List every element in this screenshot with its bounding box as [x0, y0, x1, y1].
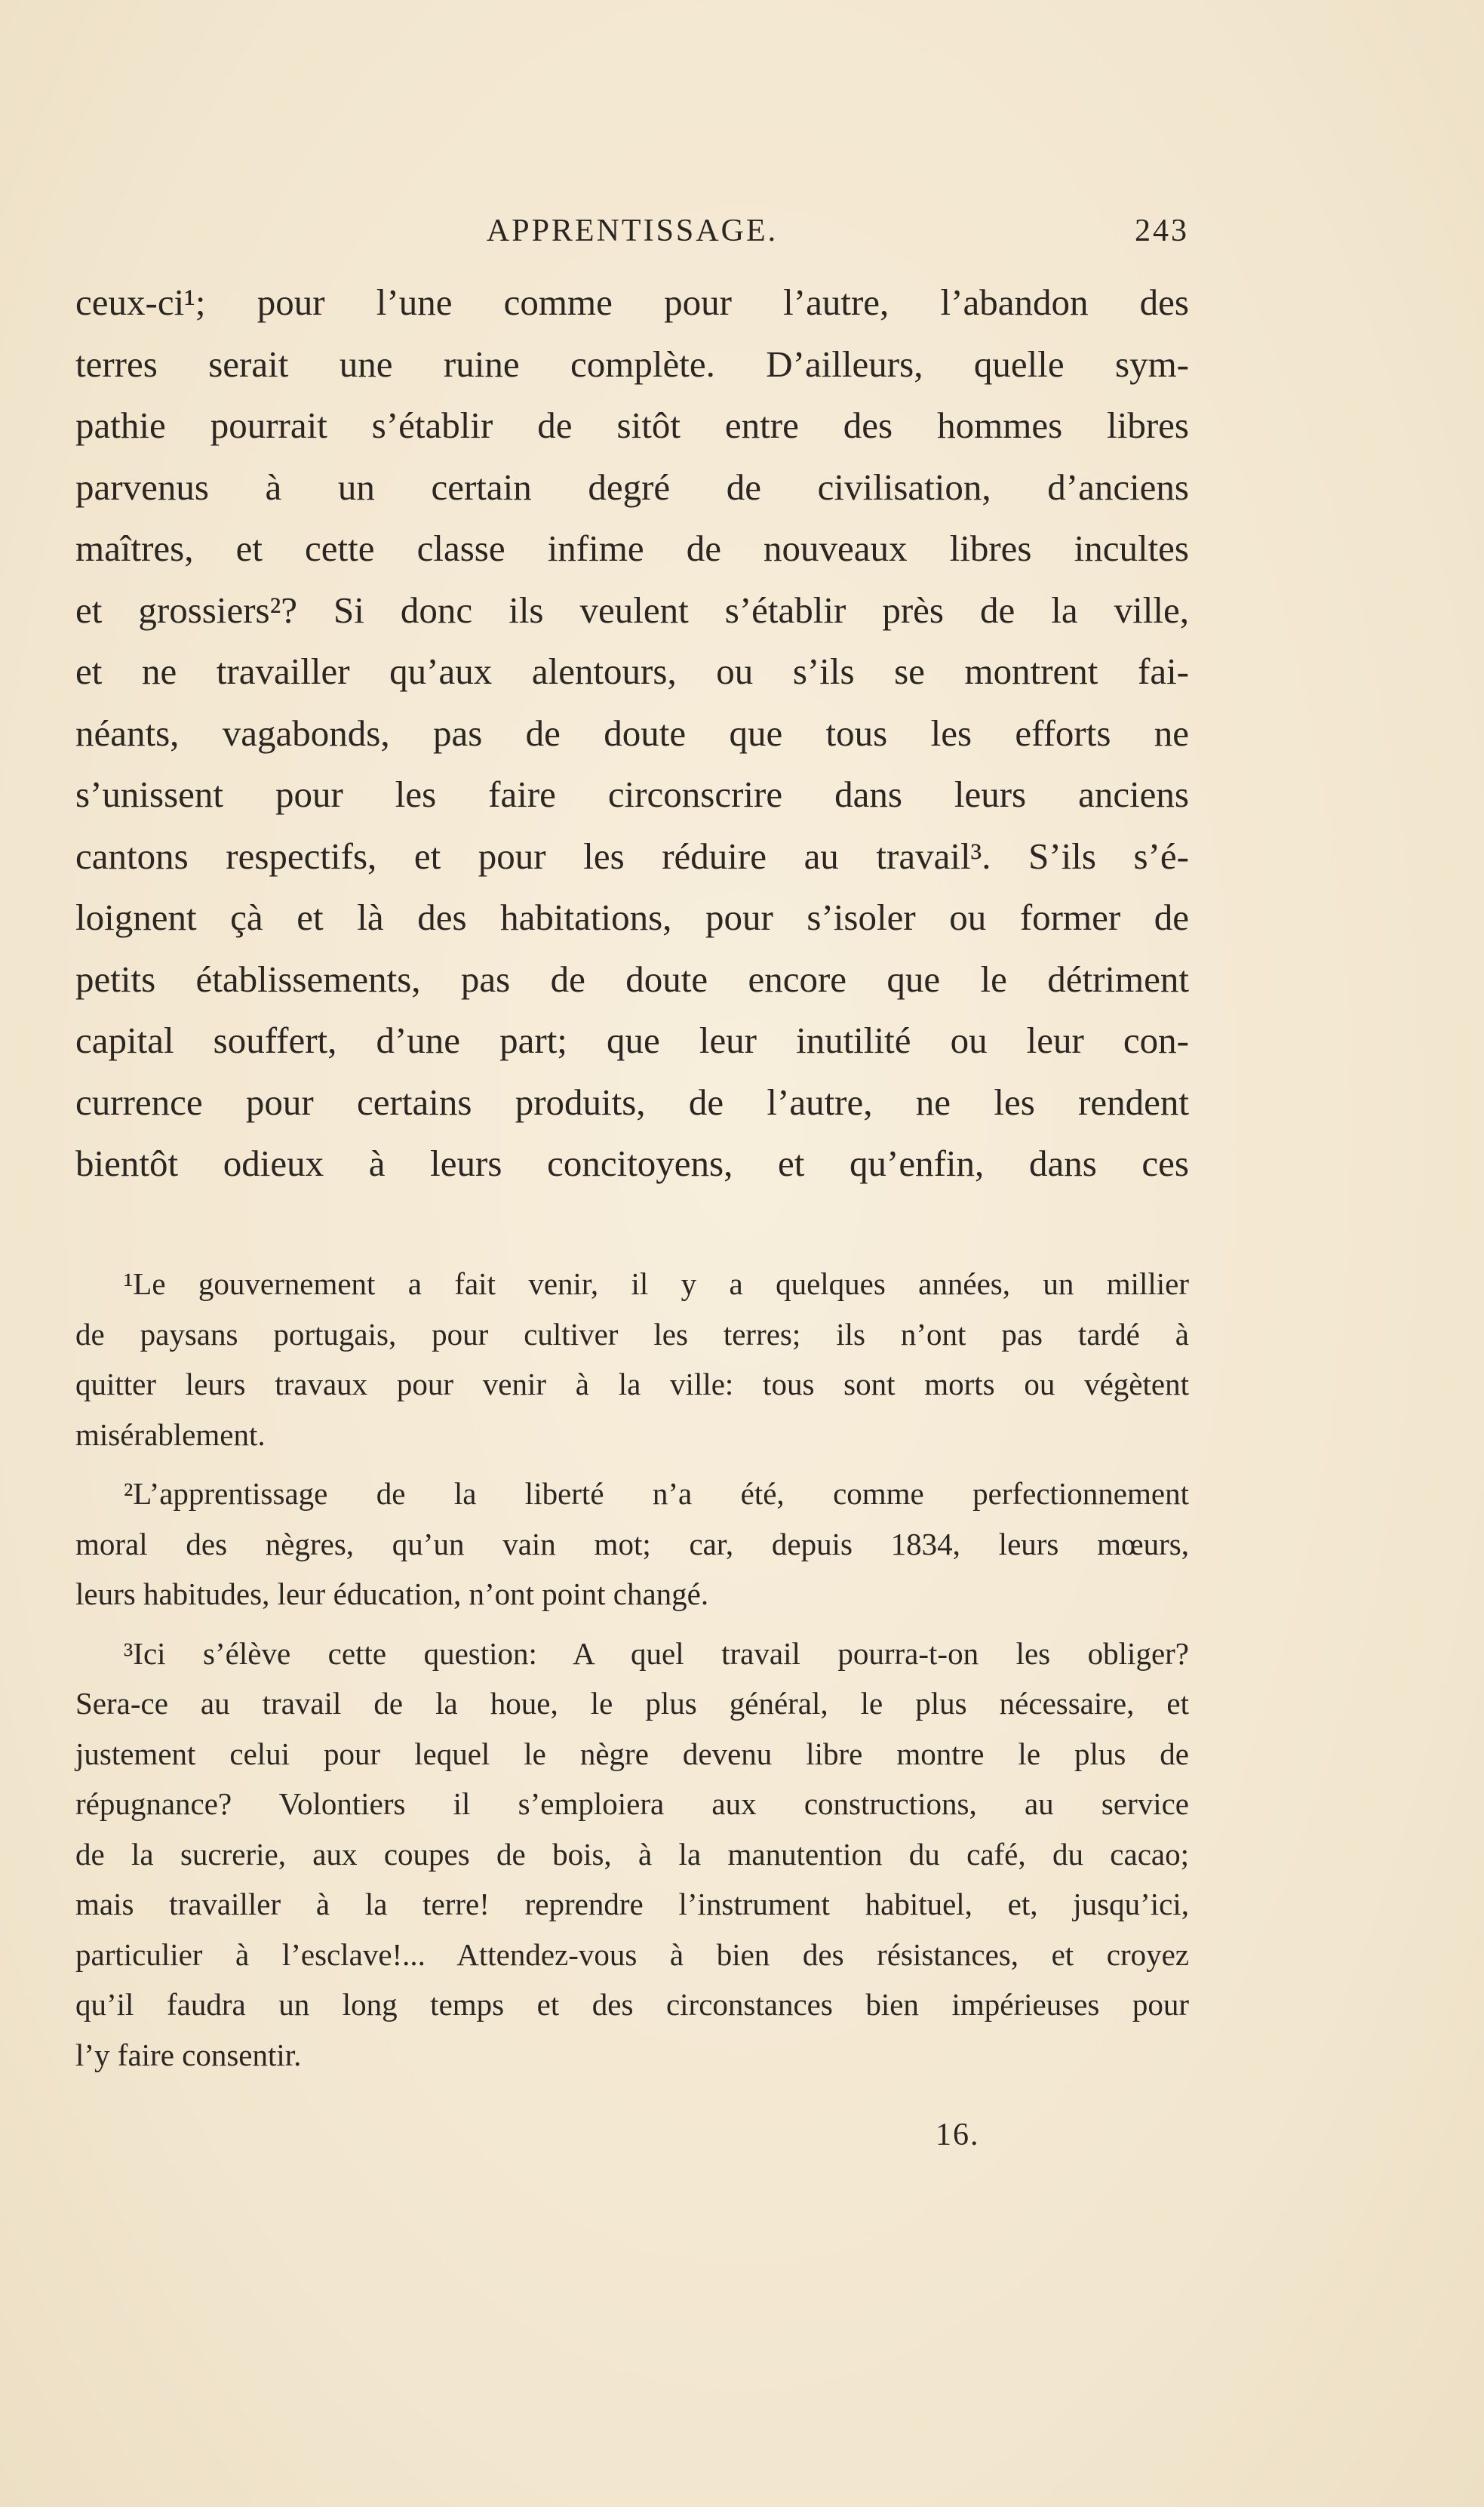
- footnote-line: moral des nègres, qu’un vain mot; car, depuis 1834, leurs mœurs,: [75, 1526, 1189, 1561]
- body-line: pathie pourrait s’établir de sitôt entre des hommes libres: [75, 405, 1189, 446]
- footnote-1: [75, 1259, 1189, 1460]
- footnote-line: particulier à l’esclave!... Attendez-vous à bien des résistances, et croyez: [75, 1936, 1189, 1972]
- footnote-line: l’y faire consentir.: [75, 2037, 302, 2072]
- body-line: et ne travailler qu’aux alentours, ou s’ils se montrent fai-: [75, 651, 1189, 692]
- footnote-2: [75, 1469, 1189, 1620]
- body-line: maîtres, et cette classe infime de nouveaux libres incultes: [75, 528, 1189, 569]
- body-line: s’unissent pour les faire circonscrire dans leurs anciens: [75, 774, 1189, 815]
- page-number: 243: [1135, 214, 1189, 248]
- footnote-line: de la sucrerie, aux coupes de bois, à la manutention du café, du cacao;: [75, 1836, 1189, 1872]
- body-line: et grossiers²? Si donc ils veulent s’établir près de la ville,: [75, 589, 1189, 631]
- body-text: [75, 272, 1189, 1195]
- footnote-line: ²L’apprentissage de la liberté n’a été, comme perfectionnement: [124, 1476, 1189, 1511]
- body-line: petits établissements, pas de doute encore que le détriment: [75, 958, 1189, 1000]
- footnote-line: ¹Le gouvernement a fait venir, il y a quelques années, un millier: [124, 1266, 1189, 1301]
- footnote-3: [75, 1629, 1189, 2081]
- signature-mark: 16.: [936, 2118, 980, 2152]
- body-line: terres serait une ruine complète. D’ailleurs, quelle sym-: [75, 343, 1189, 385]
- body-line: néants, vagabonds, pas de doute que tous les efforts ne: [75, 712, 1189, 754]
- footnotes: [75, 1259, 1189, 2089]
- body-line: capital souffert, d’une part; que leur inutilité ou leur con-: [75, 1020, 1189, 1061]
- footnote-line: justement celui pour lequel le nègre devenu libre montre le plus de: [75, 1736, 1189, 1771]
- body-line: cantons respectifs, et pour les réduire au travail³. S’ils s’é-: [75, 835, 1189, 877]
- body-line: currence pour certains produits, de l’autre, ne les rendent: [75, 1081, 1189, 1123]
- body-line: bientôt odieux à leurs concitoyens, et qu’enfin, dans ces: [75, 1143, 1189, 1184]
- body-line: loignent çà et là des habitations, pour s’isoler ou former de: [75, 897, 1189, 938]
- footnote-line: qu’il faudra un long temps et des circonstances bien impérieuses pour: [75, 1987, 1189, 2022]
- footnote-line: répugnance? Volontiers il s’emploiera aux constructions, au service: [75, 1786, 1189, 1821]
- footnote-line: quitter leurs travaux pour venir à la ville: tous sont morts ou végètent: [75, 1367, 1189, 1401]
- body-line: parvenus à un certain degré de civilisation, d’anciens: [75, 466, 1189, 508]
- footnote-line: leurs habitudes, leur éducation, n’ont point changé.: [75, 1576, 709, 1611]
- body-line: ceux-ci¹; pour l’une comme pour l’autre, l’abandon des: [75, 281, 1189, 323]
- footnote-line: ³Ici s’élève cette question: A quel travail pourra-t-on les obliger?: [124, 1635, 1189, 1671]
- footnote-line: Sera-ce au travail de la houe, le plus général, le plus nécessaire, et: [75, 1686, 1189, 1721]
- running-header: [75, 213, 1189, 258]
- footnote-line: mais travailler à la terre! reprendre l’instrument habituel, et, jusqu’ici,: [75, 1887, 1189, 1921]
- footnote-line: de paysans portugais, pour cultiver les terres; ils n’ont pas tardé à: [75, 1316, 1189, 1352]
- running-title: APPRENTISSAGE.: [486, 214, 779, 248]
- footnote-line: misérablement.: [75, 1417, 266, 1452]
